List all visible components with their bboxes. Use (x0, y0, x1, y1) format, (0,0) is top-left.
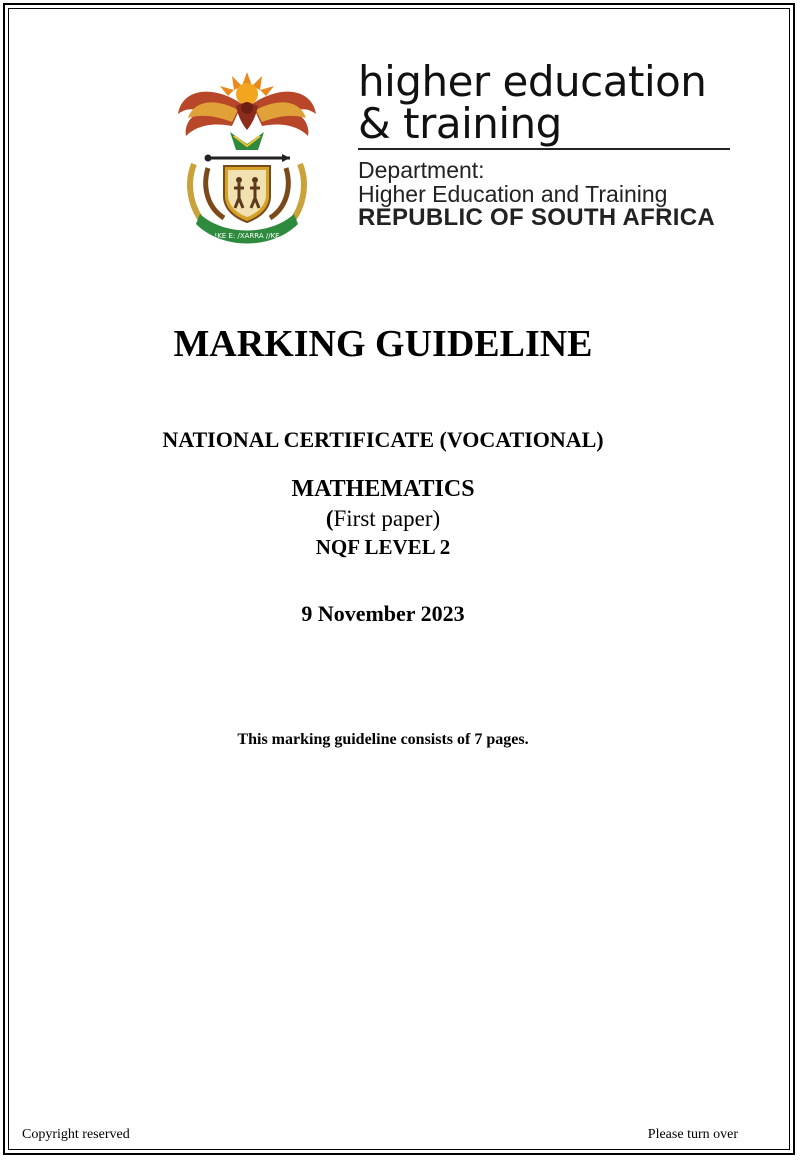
nqf-level: NQF LEVEL 2 (315, 535, 451, 559)
brand-line-1: higher education (358, 57, 707, 106)
svg-text:!KE E: /XARRA //KE: !KE E: /XARRA //KE (214, 232, 280, 240)
exam-date: 9 November 2023 (301, 601, 465, 626)
paper-label (0, 505, 766, 532)
department-name: Higher Education and Training (358, 181, 668, 207)
page-count-note: This marking guideline consists of 7 pages. (237, 731, 529, 748)
department-label: Department: (358, 157, 485, 183)
turn-over-note: Please turn over (647, 1127, 738, 1142)
paper-text: First paper) (333, 506, 441, 531)
certificate-name: NATIONAL CERTIFICATE (VOCATIONAL) (162, 427, 604, 452)
brand-divider (358, 148, 730, 150)
copyright-note: Copyright reserved (22, 1127, 130, 1142)
document-title: MARKING GUIDELINE (173, 323, 593, 365)
coat-of-arms-icon (172, 64, 322, 249)
country-name: REPUBLIC OF SOUTH AFRICA (358, 204, 715, 231)
subject-name: MATHEMATICS (291, 476, 475, 502)
brand-line-2: & training (358, 99, 562, 148)
paper-bracket: ( (325, 506, 334, 531)
